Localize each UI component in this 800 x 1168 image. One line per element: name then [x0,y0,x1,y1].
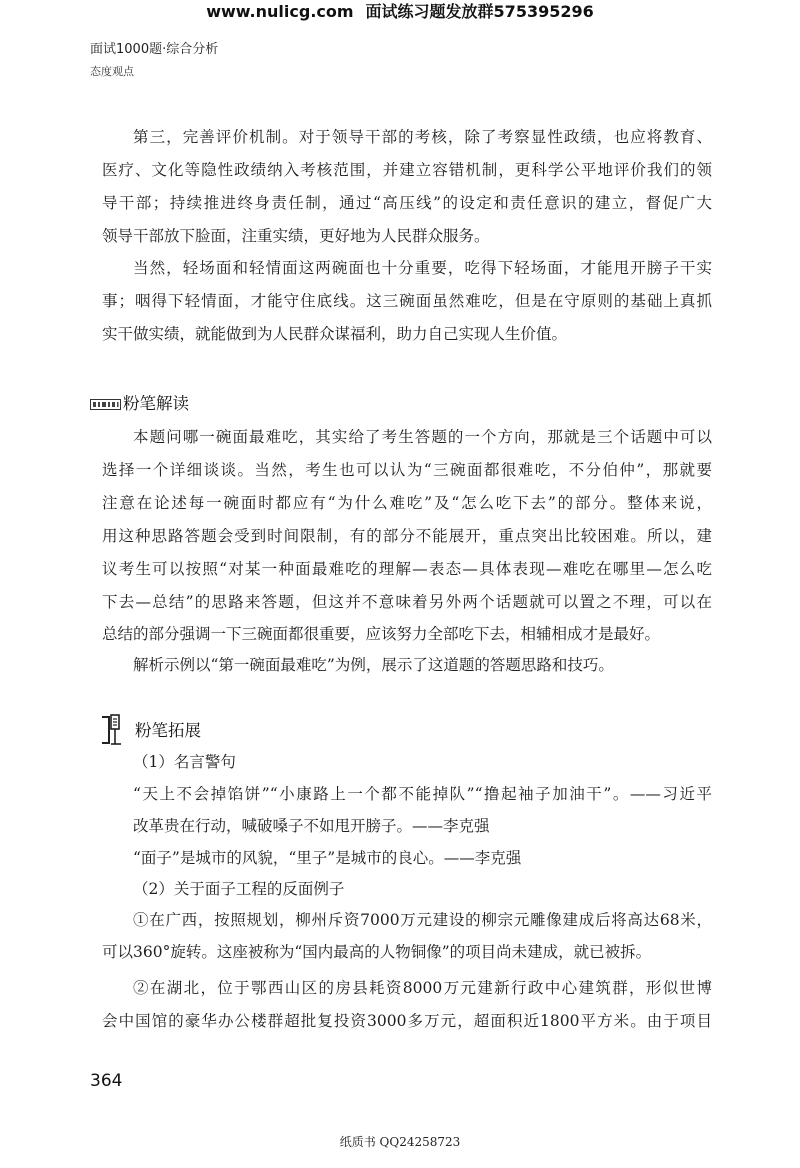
footer-note: 纸质书 QQ24258723 [339,1135,461,1149]
example-line: 可以360°旋转。这座被称为“国内最高的人物铜像”的项目尚未建成，就已被拆。 [102,943,652,961]
chalk-extension-icon [100,713,124,747]
group-notice: 面试练习题发放群575395296 [365,2,594,21]
paragraph-line: 议考生可以按照“对某一种面最难吃的理解—表态—具体表现—难吃在哪里—怎么吃 [102,560,712,578]
example-line: ②在湖北，位于鄂西山区的房县耗资8000万元建新行政中心建筑群，形似世博 [133,979,712,997]
page-number: 364 [90,1071,123,1091]
site-url: www.nulicg.com [206,2,354,21]
paragraph-line: 实干做实绩，就能做到为人民群众谋福利，助力自己实现人生价值。 [102,325,568,343]
book-title: 面试1000题·综合分析 [90,42,219,57]
chalk-reading-icon [90,399,121,410]
example-line: 会中国馆的豪华办公楼群超批复投资3000多万元，超面积近1800平方米。由于项目 [102,1012,712,1030]
paragraph-line: 选择一个详细谈谈。当然，考生也可以认为“三碗面都很难吃，不分伯仲”，那就要 [102,461,712,479]
paragraph-line: 医疗、文化等隐性政绩纳入考核范围，并建立容错机制，更科学公平地评价我们的领 [102,161,712,179]
chapter-title: 态度观点 [90,65,134,78]
paragraph-line: 导干部；持续推进终身责任制，通过“高压线”的设定和责任意识的建立，督促广大 [102,194,712,212]
section-title-reading: 粉笔解读 [123,394,189,413]
paragraph-line: 本题问哪一碗面最难吃，其实给了考生答题的一个方向，那就是三个话题中可以 [133,428,712,446]
quote-line: 改革贵在行动，喊破嗓子不如甩开膀子。——李克强 [133,817,490,835]
paragraph-line: 事；咽得下轻情面，才能守住底线。这三碗面虽然难吃，但是在守原则的基础上真抓 [102,292,712,310]
paragraph-line: 用这种思路答题会受到时间限制，有的部分不能展开，重点突出比较困难。所以，建 [102,527,712,545]
section-title-extension: 粉笔拓展 [135,721,201,740]
top-banner [0,1,800,23]
paragraph-line: 当然，轻场面和轻情面这两碗面也十分重要，吃得下轻场面，才能甩开膀子干实 [133,259,712,277]
paragraph-line: 领导干部放下脸面，注重实绩，更好地为人民群众服务。 [102,227,490,245]
paragraph-line: 第三，完善评价机制。对于领导干部的考核，除了考察显性政绩，也应将教育、 [133,128,712,146]
paragraph-line: 注意在论述每一碗面时都应有“为什么难吃”及“怎么吃下去”的部分。整体来说， [102,494,712,512]
subheading-examples: （2）关于面子工程的反面例子 [133,880,345,898]
paragraph-line: 解析示例以“第一碗面最难吃”为例，展示了这道题的答题思路和技巧。 [133,656,614,674]
paragraph-line: 下去—总结”的思路来答题，但这并不意味着另外两个话题就可以置之不理，可以在 [102,593,712,611]
example-line: ①在广西，按照规划，柳州斥资7000万元建设的柳宗元雕像建成后将高达68米， [133,911,712,929]
paragraph-line: 总结的部分强调一下三碗面都很重要，应该努力全部吃下去，相辅相成才是最好。 [102,625,661,643]
quote-line: “面子”是城市的风貌，“里子”是城市的良心。——李克强 [133,849,522,867]
subheading-quotes: （1）名言警句 [133,753,236,771]
quote-line: “天上不会掉馅饼”“小康路上一个都不能掉队”“撸起袖子加油干”。——习近平 [133,785,712,803]
